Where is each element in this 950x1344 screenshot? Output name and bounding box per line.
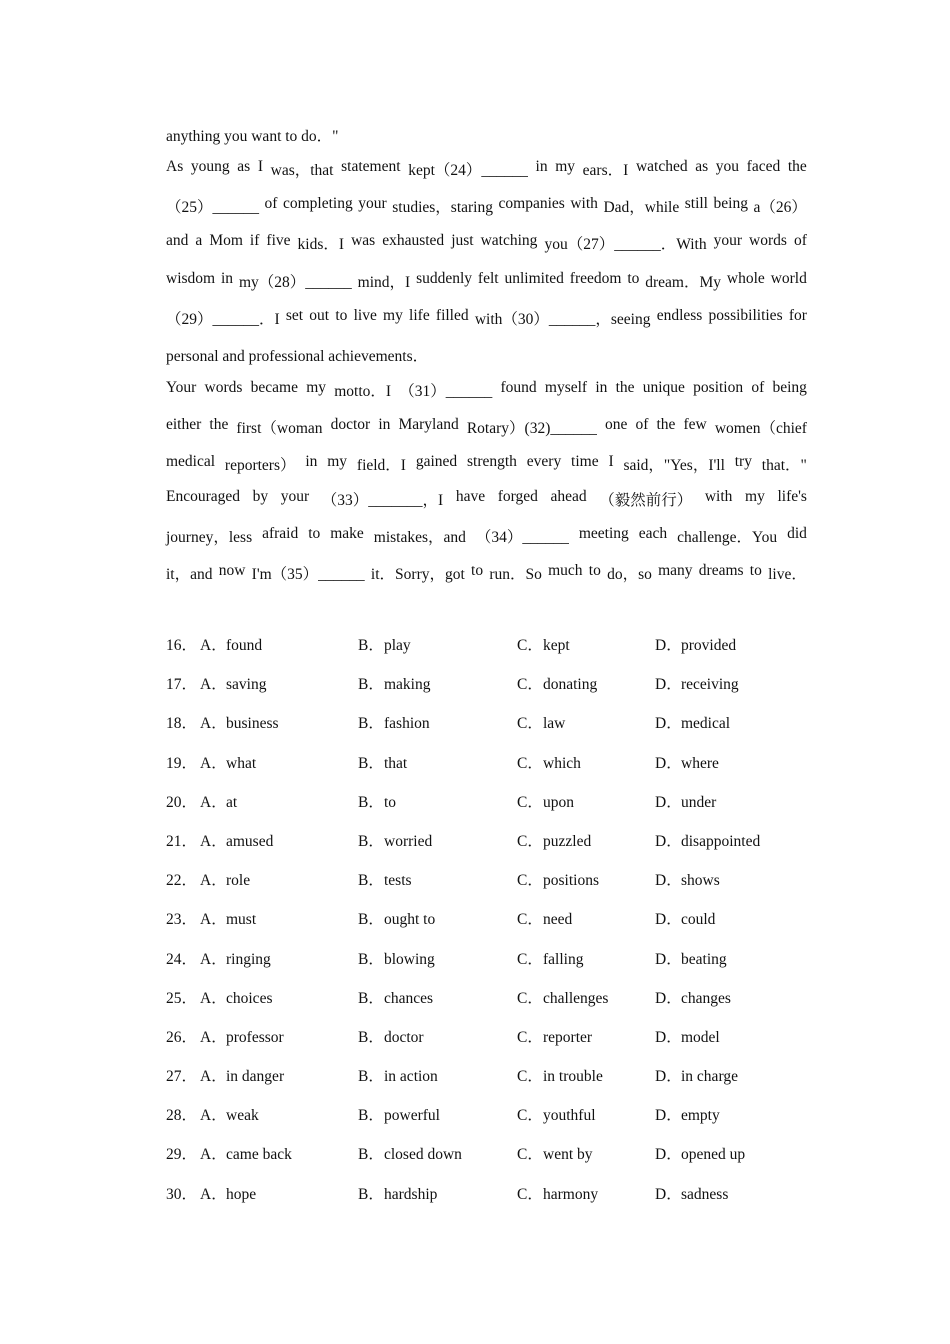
passage-line-3: （25）______ of completing your studies，staring companies with Dad，while still being a（26）: [166, 195, 807, 216]
option-text: saving: [226, 676, 267, 694]
passage-line-6: （29）______．I set out to live my life filled with（30）______，seeing endless possibilities for: [166, 307, 807, 328]
question-row: [166, 1181, 807, 1220]
option-letter: C．: [517, 676, 543, 694]
option-text: in action: [384, 1068, 438, 1086]
option-letter: D．: [655, 676, 682, 694]
option-d: [655, 710, 730, 738]
option-text: chances: [384, 989, 434, 1007]
option-b: [358, 1063, 438, 1091]
passage-line-4: and a Mom if five kids．I was exhausted just watching you（27）______．With your words of: [166, 232, 807, 253]
option-text: opened up: [681, 1146, 746, 1164]
question-number: 24．: [166, 950, 198, 968]
option-letter: B．: [358, 1028, 384, 1046]
option-text: provided: [681, 637, 737, 654]
option-letter: D．: [655, 872, 682, 890]
option-d: [655, 867, 720, 895]
option-letter: B．: [358, 832, 384, 850]
option-text: beating: [681, 950, 727, 968]
option-text: sadness: [681, 1185, 729, 1203]
option-letter: D．: [655, 950, 682, 968]
option-text: blowing: [384, 950, 435, 968]
option-d: [655, 750, 719, 778]
option-c: [517, 632, 570, 660]
option-letter: D．: [655, 1185, 682, 1203]
option-d: [655, 828, 760, 856]
option-b: [358, 632, 411, 660]
option-letter: C．: [517, 989, 543, 1007]
option-c: [517, 789, 574, 817]
question-row: [166, 632, 807, 671]
option-b: [358, 710, 430, 738]
passage-line-2: As young as I was，that statement kept（24）______ in my ears．I watched as you faced the: [166, 158, 807, 179]
option-letter: B．: [358, 637, 384, 654]
option-text: at: [226, 793, 238, 811]
question-row: [166, 867, 807, 906]
option-letter: A．: [200, 1028, 227, 1046]
option-letter: B．: [358, 715, 384, 733]
option-a: [200, 1181, 256, 1209]
option-text: making: [384, 676, 431, 694]
option-d: [655, 1102, 720, 1130]
option-a: [200, 710, 279, 738]
question-row: [166, 828, 807, 867]
option-b: [358, 1181, 437, 1209]
option-letter: D．: [655, 793, 682, 811]
option-text: professor: [226, 1028, 284, 1046]
question-number: 23．: [166, 911, 198, 929]
option-text: model: [681, 1028, 720, 1046]
option-letter: B．: [358, 754, 384, 772]
option-text: business: [226, 715, 279, 733]
passage-line-5: wisdom in my（28）______ mind，I suddenly felt unlimited freedom to dream．My whole world: [166, 270, 807, 291]
option-c: [517, 1141, 593, 1169]
option-letter: A．: [200, 1068, 227, 1086]
option-letter: A．: [200, 1185, 227, 1203]
option-text: worried: [384, 832, 433, 850]
option-letter: A．: [200, 1146, 227, 1164]
option-text: youthful: [543, 1107, 596, 1125]
option-letter: D．: [655, 911, 682, 929]
option-b: [358, 1141, 462, 1169]
option-d: [655, 1063, 738, 1091]
option-c: [517, 985, 608, 1013]
option-c: [517, 671, 597, 699]
question-row: [166, 1024, 807, 1063]
option-d: [655, 985, 731, 1013]
option-a: [200, 632, 262, 660]
option-letter: C．: [517, 1028, 543, 1046]
question-number: 20．: [166, 793, 198, 811]
passage-line-11: Encouraged by your （33）_______，I have forged ahead （毅然前行） with my life's: [166, 488, 807, 509]
option-a: [200, 946, 271, 974]
option-b: [358, 906, 435, 934]
option-b: [358, 985, 433, 1013]
option-letter: B．: [358, 1107, 384, 1125]
option-d: [655, 789, 716, 817]
option-text: ringing: [226, 950, 271, 968]
option-text: positions: [543, 872, 599, 890]
option-letter: A．: [200, 911, 227, 929]
option-a: [200, 828, 273, 856]
option-text: to: [384, 793, 397, 811]
option-text: where: [681, 754, 719, 772]
question-row: [166, 946, 807, 985]
option-letter: B．: [358, 989, 384, 1007]
option-text: powerful: [384, 1107, 440, 1125]
option-letter: A．: [200, 676, 227, 694]
question-row: [166, 710, 807, 749]
option-letter: C．: [517, 911, 543, 929]
option-a: [200, 1063, 284, 1091]
option-c: [517, 1024, 592, 1052]
option-text: harmony: [543, 1185, 599, 1203]
option-letter: C．: [517, 637, 543, 654]
option-letter: A．: [200, 715, 227, 733]
question-number: 27．: [166, 1068, 198, 1086]
option-text: choices: [226, 989, 273, 1007]
option-text: kept: [543, 637, 570, 654]
option-d: [655, 946, 727, 974]
option-b: [358, 828, 432, 856]
option-letter: C．: [517, 754, 543, 772]
option-letter: D．: [655, 637, 682, 654]
option-text: shows: [681, 872, 720, 890]
question-row: [166, 750, 807, 789]
option-text: hardship: [384, 1185, 438, 1203]
option-text: in danger: [226, 1068, 285, 1086]
question-number: 29．: [166, 1146, 198, 1164]
option-letter: C．: [517, 793, 543, 811]
option-text: disappointed: [681, 832, 761, 850]
option-b: [358, 671, 431, 699]
option-text: changes: [681, 989, 731, 1007]
option-d: [655, 1024, 720, 1052]
option-text: what: [226, 754, 257, 772]
option-text: weak: [226, 1107, 259, 1125]
option-letter: A．: [200, 950, 227, 968]
option-letter: A．: [200, 754, 227, 772]
option-a: [200, 671, 266, 699]
option-d: [655, 1141, 745, 1169]
option-text: ought to: [384, 911, 436, 929]
option-c: [517, 867, 599, 895]
option-letter: D．: [655, 1107, 682, 1125]
option-letter: A．: [200, 872, 227, 890]
option-text: need: [543, 911, 573, 929]
question-number: 30．: [166, 1185, 198, 1203]
option-text: closed down: [384, 1146, 462, 1164]
option-letter: A．: [200, 832, 227, 850]
option-text: that: [384, 754, 408, 772]
option-text: fashion: [384, 715, 430, 733]
passage-line-7: personal and professional achievements．: [166, 348, 429, 365]
option-d: [655, 671, 739, 699]
question-row: [166, 906, 807, 945]
option-b: [358, 946, 435, 974]
option-letter: B．: [358, 676, 384, 694]
question-row: [166, 1102, 807, 1141]
option-text: challenges: [543, 989, 609, 1007]
option-letter: B．: [358, 872, 384, 890]
option-text: play: [384, 637, 411, 654]
option-letter: C．: [517, 715, 543, 733]
option-b: [358, 867, 412, 895]
option-c: [517, 906, 572, 934]
option-c: [517, 750, 581, 778]
option-letter: C．: [517, 832, 543, 850]
option-c: [517, 710, 565, 738]
option-d: [655, 1181, 728, 1209]
passage-line-9: either the first（woman doctor in Maryland Rotary）(32)______ one of the few women（chief: [166, 416, 807, 437]
question-number: 28．: [166, 1107, 198, 1125]
option-text: doctor: [384, 1028, 424, 1046]
option-c: [517, 828, 591, 856]
option-text: amused: [226, 832, 274, 850]
passage-line-12: journey，less afraid to make mistakes，and （34）______ meeting each challenge．You did: [166, 525, 807, 546]
question-number: 17．: [166, 676, 198, 694]
option-b: [358, 1024, 424, 1052]
option-text: role: [226, 872, 251, 890]
question-number: 25．: [166, 989, 198, 1007]
question-number: 16．: [166, 637, 198, 654]
option-text: hope: [226, 1185, 257, 1203]
option-letter: C．: [517, 872, 543, 890]
option-text: reporter: [543, 1028, 593, 1046]
option-b: [358, 750, 407, 778]
option-letter: D．: [655, 989, 682, 1007]
option-b: [358, 789, 396, 817]
option-letter: B．: [358, 950, 384, 968]
question-row: [166, 985, 807, 1024]
option-text: came back: [226, 1146, 292, 1164]
option-text: medical: [681, 715, 731, 733]
question-number: 18．: [166, 715, 198, 733]
option-text: found: [226, 637, 263, 654]
question-number: 21．: [166, 832, 198, 850]
options-list: [166, 632, 807, 1220]
option-letter: C．: [517, 1185, 543, 1203]
option-letter: B．: [358, 1185, 384, 1203]
option-letter: D．: [655, 754, 682, 772]
option-letter: D．: [655, 832, 682, 850]
option-letter: A．: [200, 1107, 227, 1125]
option-letter: D．: [655, 715, 682, 733]
option-a: [200, 789, 237, 817]
option-a: [200, 750, 256, 778]
option-a: [200, 1102, 259, 1130]
option-letter: C．: [517, 1107, 543, 1125]
question-number: 19．: [166, 754, 198, 772]
option-c: [517, 946, 583, 974]
option-letter: D．: [655, 1146, 682, 1164]
option-c: [517, 1063, 603, 1091]
option-letter: A．: [200, 637, 227, 654]
option-letter: D．: [655, 1068, 682, 1086]
option-text: donating: [543, 676, 598, 694]
passage-line-13: it，and now I'm（35）______ it．Sorry，got to run．So much to do，so many dreams to live．: [166, 562, 807, 583]
option-d: [655, 906, 715, 934]
passage-line-10: medical reporters） in my field．I gained strength every time I said，"Yes，I'll try that．": [166, 453, 807, 474]
question-number: 26．: [166, 1028, 198, 1046]
option-b: [358, 1102, 440, 1130]
question-row: [166, 1063, 807, 1102]
option-letter: B．: [358, 1146, 384, 1164]
question-row: [166, 1141, 807, 1180]
option-text: empty: [681, 1107, 720, 1125]
passage-line-1: anything you want to do．": [166, 128, 339, 145]
option-letter: B．: [358, 793, 384, 811]
option-text: which: [543, 754, 581, 772]
option-text: could: [681, 911, 716, 929]
option-a: [200, 867, 250, 895]
option-text: falling: [543, 950, 584, 968]
question-row: [166, 789, 807, 828]
passage-line-8: Your words became my motto．I （31）______ found myself in the unique position of being: [166, 379, 807, 400]
option-a: [200, 906, 256, 934]
option-a: [200, 1024, 284, 1052]
question-number: 22．: [166, 872, 198, 890]
option-letter: C．: [517, 1146, 543, 1164]
option-text: in trouble: [543, 1068, 603, 1086]
option-text: in charge: [681, 1068, 738, 1086]
option-letter: C．: [517, 1068, 543, 1086]
option-text: upon: [543, 793, 574, 811]
question-row: [166, 671, 807, 710]
option-letter: C．: [517, 950, 543, 968]
option-letter: A．: [200, 793, 227, 811]
option-d: [655, 632, 736, 660]
option-c: [517, 1181, 598, 1209]
option-letter: D．: [655, 1028, 682, 1046]
option-a: [200, 985, 272, 1013]
option-text: law: [543, 715, 566, 733]
option-a: [200, 1141, 292, 1169]
option-letter: B．: [358, 911, 384, 929]
option-letter: B．: [358, 1068, 384, 1086]
option-c: [517, 1102, 596, 1130]
option-text: puzzled: [543, 832, 592, 850]
option-text: must: [226, 911, 257, 929]
option-text: receiving: [681, 676, 739, 694]
option-text: went by: [543, 1146, 593, 1164]
option-text: tests: [384, 872, 412, 890]
option-letter: A．: [200, 989, 227, 1007]
option-text: under: [681, 793, 717, 811]
